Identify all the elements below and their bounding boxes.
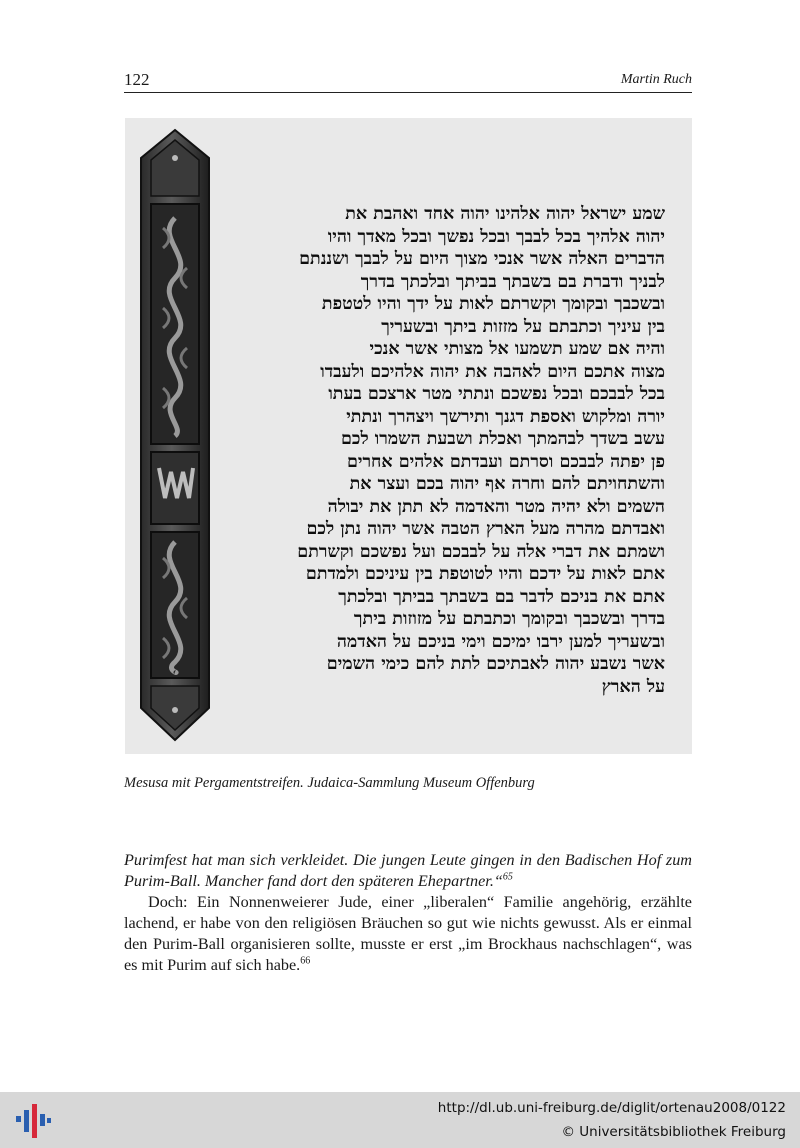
quote-paragraph bbox=[124, 850, 692, 892]
page-header bbox=[124, 68, 692, 93]
hebrew-line: הדברים האלה אשר אנכי מצוך היום על לבבך ושננתם bbox=[299, 249, 665, 269]
hebrew-line: ובשעריך למען ירבו ימיכם וימי בניכם על האדמה bbox=[336, 631, 665, 652]
parchment-hebrew-text bbox=[265, 203, 665, 698]
figure-caption: Mesusa mit Pergamentstreifen. Judaica-Sammlung Museum Offenburg bbox=[124, 775, 535, 791]
hebrew-line: ובשכבך ובקומך וקשרתם לאות על ידך והיו לטטפת bbox=[321, 294, 665, 314]
hebrew-line: בין עיניך וכתבתם על מזזות ביתך ובשעריך bbox=[381, 316, 665, 337]
hebrew-line: בכל לבבכם ובכל נפשכם ונתתי מטר ארצכם בעתו bbox=[328, 384, 665, 404]
hebrew-line: אשר נשבע יהוה לאבתיכם לתת להם כימי השמים bbox=[326, 654, 665, 674]
footnote-ref-66[interactable]: 66 bbox=[300, 955, 311, 967]
hebrew-line: השמים ולא יהיה מטר והאדמה לא תתן את יבולה bbox=[327, 496, 665, 517]
hebrew-line: אתם את בניכם לדבר בם בשבתך בביתך ובלכתך bbox=[338, 586, 665, 607]
footer-url-link[interactable]: http://dl.ub.uni-freiburg.de/diglit/ortenau2008/0122 bbox=[437, 1100, 786, 1116]
hebrew-line: על הארץ bbox=[601, 676, 665, 697]
ub-freiburg-logo-icon bbox=[14, 1100, 54, 1140]
hebrew-line: עשב בשדך לבהמתך ואכלת ושבעת השמרו לכם bbox=[340, 429, 665, 449]
mezuzah-figure bbox=[125, 118, 692, 754]
hebrew-line: בדרך ובשכבך ובקומך וכתבתם על מזוזות ביתך bbox=[353, 609, 665, 629]
hebrew-line: פן יפתה לבבכם וסרתם ועבדתם אלהים אחרים bbox=[346, 451, 665, 472]
page-number: 122 bbox=[124, 70, 150, 89]
footer-copyright: © Universitätsbibliothek Freiburg bbox=[561, 1124, 786, 1140]
hebrew-line: והיה אם שמע תשמעו אל מצותי אשר אנכי bbox=[369, 339, 665, 359]
hebrew-line: לבניך ודברת בם בשבתך בביתך ובלכתך בדרך bbox=[360, 271, 665, 292]
hebrew-line: שמע ישראל יהוה אלהינו יהוה אחד ואהבת את bbox=[345, 204, 665, 224]
hebrew-line: והשתחויתם להם וחרה אף יהוה בכם ועצר את bbox=[349, 474, 665, 494]
footer-bar bbox=[0, 1092, 800, 1148]
hebrew-line: ושמתם את דברי אלה על לבבכם ועל נפשכם וקשרתם bbox=[297, 541, 665, 562]
footnote-ref-65[interactable]: 65 bbox=[502, 871, 513, 883]
hebrew-line: ואבדתם מהרה מעל הארץ הטבה אשר יהוה נתן לכם bbox=[306, 519, 665, 539]
main-paragraph bbox=[124, 892, 692, 976]
running-head-author: Martin Ruch bbox=[620, 72, 692, 87]
body-text bbox=[124, 850, 692, 976]
quote-text: Purimfest hat man sich verkleidet. Die jungen Leute gingen in den Badischen Hof zum Purim-Ball. Mancher fand dort den späteren Ehepartner.“ bbox=[124, 851, 692, 890]
hebrew-line: יורה ומלקוש ואספת דגנך ותירשך ויצהרך ונתתי bbox=[346, 406, 665, 427]
hebrew-line: אתם לאות על ידכם והיו לטוטפת בין עיניכם ולמדתם bbox=[305, 564, 665, 584]
hebrew-line: מצוה אתכם היום לאהבה את יהוה אלהיכם ולעבדו bbox=[320, 361, 665, 382]
hebrew-line: יהוה אלהיך בכל לבבך ובכל נפשך ובכל מאדך והיו bbox=[327, 226, 665, 247]
paragraph-text: Doch: Ein Nonnenweierer Jude, einer „liberalen“ Familie angehörig, erzählte lachend, er habe von den religiösen Bräuchen so gut wie nichts gewusst. Als er einmal den Purim-Ball organisieren sollte, musste er erst „im Brockhaus nachschlagen“, was es mit Purim auf sich habe. bbox=[124, 893, 692, 974]
